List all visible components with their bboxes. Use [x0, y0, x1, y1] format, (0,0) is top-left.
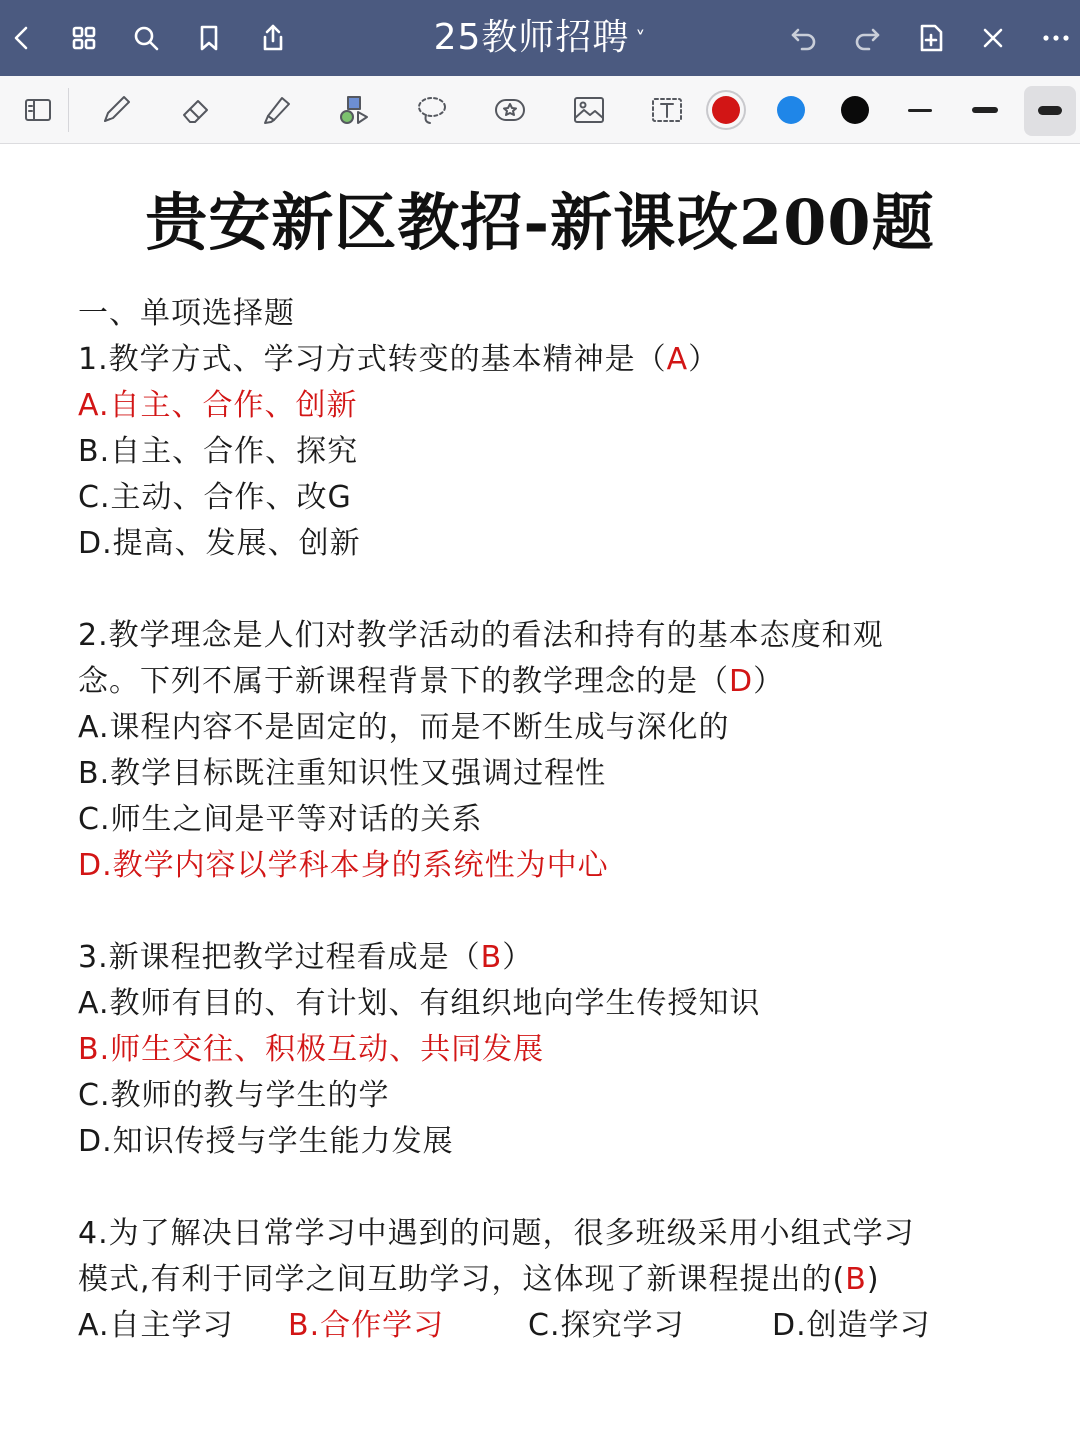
- tool-bar: [0, 76, 1080, 144]
- question-stem: [78, 337, 719, 383]
- eraser-icon[interactable]: [172, 88, 220, 132]
- stem-text: 模式,有利于同学之间互助学习，这体现了新课程提出的(: [78, 1262, 846, 1297]
- option-correct: B.合作学习: [288, 1308, 445, 1343]
- read-mode-icon[interactable]: [14, 88, 62, 132]
- question-stem: [78, 935, 533, 981]
- top-nav-bar: [0, 0, 1080, 76]
- option: B.教学目标既注重知识性又强调过程性: [78, 756, 607, 791]
- answer-key: B: [845, 1262, 867, 1297]
- question-stem: [78, 659, 784, 705]
- stem-text: 3.新课程把教学过程看成是（: [78, 940, 481, 975]
- section-heading: 一、单项选择题: [78, 296, 295, 331]
- text-box-icon[interactable]: [643, 88, 691, 132]
- chevron-down-icon: ˅: [635, 27, 647, 51]
- undo-icon[interactable]: [786, 20, 822, 56]
- option: D.知识传授与学生能力发展: [78, 1124, 454, 1159]
- document-page: [0, 145, 1080, 1443]
- more-icon[interactable]: [1038, 20, 1074, 56]
- stem-tail: ）: [753, 664, 785, 699]
- option: D.提高、发展、创新: [78, 526, 361, 561]
- option-correct: D.教学内容以学科本身的系统性为中心: [78, 848, 609, 883]
- shapes-icon[interactable]: [330, 88, 378, 132]
- option-correct: B.师生交往、积极互动、共同发展: [78, 1032, 545, 1067]
- stroke-medium-option[interactable]: [972, 107, 998, 113]
- option: B.自主、合作、探究: [78, 434, 359, 469]
- stroke-thick-bar: [1038, 106, 1062, 115]
- question-stem: [78, 1257, 880, 1303]
- color-red-swatch[interactable]: [712, 96, 740, 124]
- option: C.教师的教与学生的学: [78, 1078, 390, 1113]
- option: A.自主学习: [78, 1308, 234, 1343]
- nav-title-text: 25教师招聘: [433, 17, 630, 58]
- option-correct: A.自主、合作、创新: [78, 388, 358, 423]
- answer-key: D: [729, 664, 754, 699]
- page-title: 贵安新区教招-新课改200题: [145, 186, 935, 259]
- color-black-swatch[interactable]: [841, 96, 869, 124]
- stroke-thin-option[interactable]: [908, 109, 932, 112]
- option: C.主动、合作、改G: [78, 480, 352, 515]
- stem-text: 1.教学方式、学习方式转变的基本精神是（: [78, 342, 667, 377]
- question-stem: 4.为了解决日常学习中遇到的问题，很多班级采用小组式学习: [78, 1216, 915, 1251]
- option-row: [78, 1303, 1008, 1349]
- stem-tail: ): [866, 1262, 880, 1297]
- color-blue-swatch[interactable]: [777, 96, 805, 124]
- option: C.探究学习: [528, 1308, 685, 1343]
- toolbar-divider: [68, 88, 69, 132]
- sticker-icon[interactable]: [486, 88, 534, 132]
- lasso-icon[interactable]: [408, 88, 456, 132]
- highlighter-icon[interactable]: [252, 88, 300, 132]
- answer-key: B: [480, 940, 503, 975]
- stem-text: 念。下列不属于新课程背景下的教学理念的是（: [78, 664, 729, 699]
- stroke-thick-option[interactable]: [1024, 86, 1076, 136]
- stem-tail: ）: [688, 342, 720, 377]
- question-stem: 2.教学理念是人们对教学活动的看法和持有的基本态度和观: [78, 618, 884, 653]
- stem-tail: ）: [502, 940, 534, 975]
- answer-key: A: [666, 342, 689, 377]
- option: A.教师有目的、有计划、有组织地向学生传授知识: [78, 986, 761, 1021]
- pen-icon[interactable]: [92, 88, 140, 132]
- option: D.创造学习: [772, 1308, 931, 1343]
- add-page-icon[interactable]: [913, 20, 949, 56]
- option: C.师生之间是平等对话的关系: [78, 802, 483, 837]
- option: A.课程内容不是固定的，而是不断生成与深化的: [78, 710, 730, 745]
- redo-icon[interactable]: [849, 20, 885, 56]
- image-icon[interactable]: [565, 88, 613, 132]
- close-icon[interactable]: [975, 20, 1011, 56]
